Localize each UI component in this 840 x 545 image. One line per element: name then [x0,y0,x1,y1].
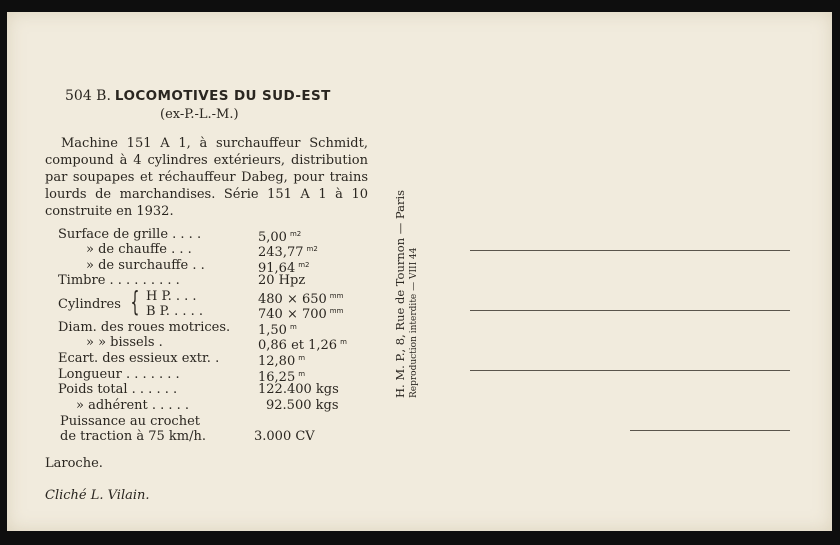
brace-glyph: { [130,285,140,318]
address-line-4 [630,430,790,431]
spec-value: 91,64 $^{m2}$ [258,261,310,276]
spec-value: 480 × 650 $^{mm}$ [258,292,344,307]
spec-value: 122.400 kgs [258,382,339,397]
spec-label: » de chauffe . . . [86,242,192,257]
spec-label: Surface de grille . . . . [58,227,202,242]
spec-row [58,382,177,397]
address-line-3 [470,370,790,371]
spec-row [86,335,163,350]
cylindres-label: Cylindres [58,297,121,312]
description-text: Machine 151 A 1, à surchauffeur Schmidt, compound à 4 cylindres extérieurs, distribution par soupapes et réchauffeur Dabeg, pour trains lourds de marchandises. Série 151 A 1 à 10 construite en 1932. [45,136,368,219]
spec-label: Diam. des roues motrices. [58,320,231,335]
location-credit: Laroche. [45,456,103,471]
publisher-imprint [393,190,419,398]
spec-value: 12,80 $^m$ [258,354,306,369]
spec-label: de traction à 75 km/h. [60,429,206,444]
publisher-line1: H. M. P., 8, Rue de Tournon — Paris [393,189,407,398]
publisher-line2: Reproduction interdite — VIII 44 [409,247,419,398]
spec-value: 3.000 CV [254,429,315,444]
spec-row [86,258,205,273]
card-heading [65,88,331,104]
spec-value: 92.500 kgs [266,398,339,413]
spec-label: » adhérent . . . . . [76,398,190,413]
spec-label: » » bissels . [86,335,163,350]
spec-label: Longueur . . . . . . . [58,367,180,382]
spec-row [60,429,206,444]
spec-label: Ecart. des essieux extr. . [58,351,220,366]
spec-label: H P. . . . [146,289,197,304]
spec-label: » de surchauffe . . [86,258,205,273]
spec-value: 740 × 700 $^{mm}$ [258,307,344,322]
spec-row [58,320,230,335]
card-subtitle: (ex-P.-L.-M.) [160,107,239,122]
spec-value: 0,86 et 1,26 $^m$ [258,338,347,353]
spec-label: B P. . . . . [146,304,203,319]
card-number: 504 B. [65,88,111,104]
spec-row [58,273,180,288]
photo-credit: Cliché L. Vilain. [45,488,150,503]
spec-value: 1,50 $^m$ [258,323,297,338]
spec-row [86,242,192,257]
spec-row [60,414,200,429]
card-title: LOCOMOTIVES DU SUD-EST [114,88,331,104]
address-line-2 [470,310,790,311]
spec-row [146,304,203,319]
address-line-1 [470,250,790,251]
spec-label: Puissance au crochet [60,414,200,429]
spec-label: Timbre . . . . . . . . . [58,273,180,288]
spec-row [76,398,189,413]
spec-value: 20 Hpz [258,273,306,288]
spec-row [146,289,197,304]
spec-value: 16,25 $^m$ [258,370,306,385]
spec-row [58,351,219,366]
spec-value: 5,00 $^{m2}$ [258,230,302,245]
spec-row [58,227,201,242]
spec-value: 243,77 $^{m2}$ [258,245,318,260]
spec-row [58,367,180,382]
locomotive-description [45,135,368,220]
spec-label: Poids total . . . . . . [58,382,178,397]
